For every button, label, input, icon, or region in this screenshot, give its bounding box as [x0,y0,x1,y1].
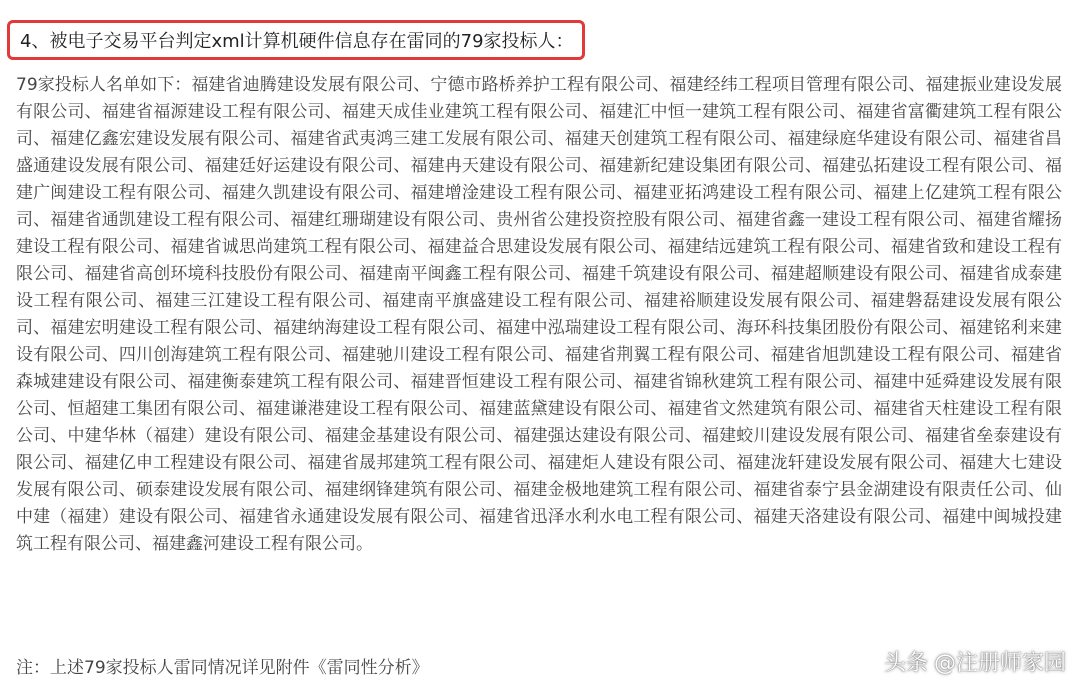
watermark-handle: @注册师家园 [933,651,1066,676]
section-heading: 4、被电子交易平台判定xml计算机硬件信息存在雷同的79家投标人： [20,31,574,52]
watermark-platform: 头条 [883,651,928,676]
highlighted-heading-box [7,20,585,60]
watermark [884,646,1066,677]
note-paragraph: 注：上述79家投标人雷同情况详见附件《雷同性分析》 [16,658,429,678]
bidder-list-paragraph: 79家投标人名单如下：福建省迪腾建设发展有限公司、宁德市路桥养护工程有限公司、福建经纬工程项目管理有限公司、福建振业建设发展有限公司、福建省福源建设工程有限公司、福建天成佳业建筑工程有限公司、福建汇中恒一建筑工程有限公司、福建省富衢建筑工程有限公司、福建亿鑫宏建设发展有限公司、福建省武夷鸿三建工发展有限公司、福建天创建筑工程有限公司、福建绿庭华建设有限公司、福建省昌盛通建设发展有限公司、福建廷好运建设有限公司、福建冉天建设有限公司、福建新纪建设集团有限公司、福建弘拓建设工程有限公司、福建广闽建设工程有限公司、福建久凯建设有限公司、福建增淦建设工程有限公司、福建亚拓鸿建设工程有限公司、福建上亿建筑工程有限公司、福建省通凯建设工程有限公司、福建红珊瑚建设有限公司、贵州省公建投资控股有限公司、福建省鑫一建设工程有限公司、福建省耀扬建设工程有限公司、福建省诚思尚建筑工程有限公司、福建益合思建设发展有限公司、福建结远建筑工程有限公司、福建省致和建设工程有限公司、福建省高创环境科技股份有限公司、福建南平闽鑫工程有限公司、福建千筑建设有限公司、福建超顺建设有限公司、福建省成泰建设工程有限公司、福建三江建设工程有限公司、福建南平旗盛建设工程有限公司、福建裕顺建设发展有限公司、福建磐磊建设发展有限公司、福建宏明建设工程有限公司、福建纳海建设工程有限公司、福建中泓瑞建设工程有限公司、海环科技集团股份有限公司、福建铭利来建设有限公司、四川创海建筑工程有限公司、福建驰川建设工程有限公司、福建省荆翼工程有限公司、福建省旭凯建设工程有限公司、福建省森城建建设有限公司、福建衡泰建筑工程有限公司、福建晋恒建设工程有限公司、福建省锦秋建筑工程有限公司、福建中延舜建设发展有限公司、恒超建工集团有限公司、福建谦港建设工程有限公司、福建蓝黛建设有限公司、福建省文然建筑有限公司、福建省天柱建设工程有限公司、中建华林（福建）建设有限公司、福建金基建设有限公司、福建强达建设有限公司、福建蛟川建设发展有限公司、福建省垒泰建设有限公司、福建亿申工程建设有限公司、福建省晟邦建筑工程有限公司、福建炬人建设有限公司、福建泷轩建设发展有限公司、福建大七建设发展有限公司、硕泰建设发展有限公司、福建纲锋建筑有限公司、福建金极地建筑工程有限公司、福建省泰宁县金湖建设有限责任公司、仙中建（福建）建设有限公司、福建省永通建设发展有限公司、福建省迅泽水利水电工程有限公司、福建天洛建设有限公司、福建中闽城投建筑工程有限公司、福建鑫河建设工程有限公司。 [16,75,1062,554]
